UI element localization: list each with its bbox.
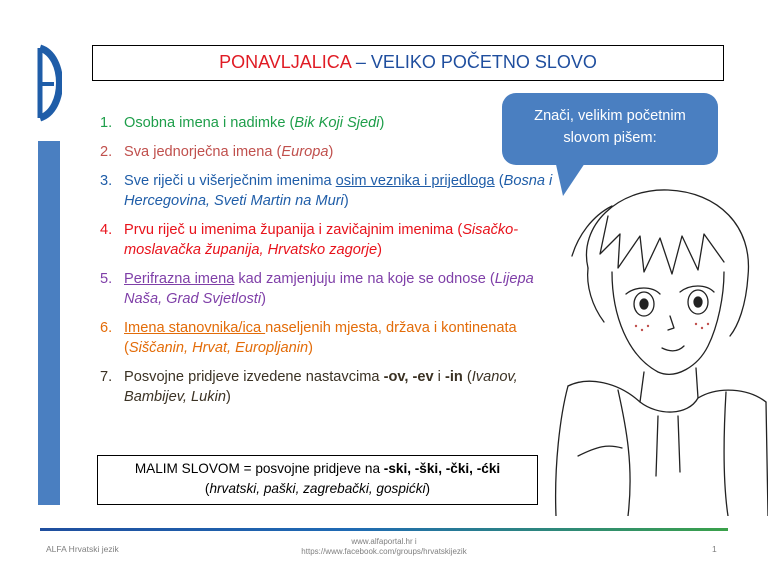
rule-item xyxy=(100,269,560,309)
rule-text: Sva jednorječna imena (Europa) xyxy=(124,144,334,160)
rule-text: Prvu riječ u imenima županija i zavičajnim imenima (Sisačko-moslavačka županija, Hrvatsko zagorje) xyxy=(124,222,519,258)
rule-item xyxy=(100,113,560,133)
page-number: 1 xyxy=(712,544,717,554)
rule-number: 1. xyxy=(100,115,113,131)
rule-item xyxy=(100,142,560,162)
side-accent-bar xyxy=(38,141,60,505)
rule-number: 7. xyxy=(100,369,113,385)
character-illustration xyxy=(548,176,768,516)
title-part-2: – VELIKO POČETNO SLOVO xyxy=(350,52,597,72)
rule-number: 5. xyxy=(100,271,113,287)
title-part-1: PONAVLJALICA xyxy=(219,52,351,72)
rule-text: Sve riječi u višerječnim imenima osim veznika i prijedloga (Bosna i Hercegovina, Sveti Martin na Muri) xyxy=(124,173,553,209)
rule-number: 2. xyxy=(100,144,113,160)
footer-brand: ALFA Hrvatski jezik xyxy=(46,544,119,554)
rule-number: 4. xyxy=(100,222,113,238)
rule-text: Posvojne pridjeve izvedene nastavcima -ov, -ev i -in (Ivanov, Bambijev, Lukin) xyxy=(124,369,518,405)
footer-divider xyxy=(40,528,728,531)
lowercase-note-box xyxy=(97,455,538,505)
rule-number: 3. xyxy=(100,173,113,189)
rule-item xyxy=(100,171,560,211)
bubble-line-1: Znači, velikim početnim xyxy=(534,108,686,124)
footer-link-1[interactable]: www.alfaportal.hr i xyxy=(351,537,417,546)
note-line-2: (hrvatski, paški, zagrebački, gospićki) xyxy=(204,481,431,496)
alfa-logo xyxy=(36,44,62,122)
rule-text: Osobna imena i nadimke (Bik Koji Sjedi) xyxy=(124,115,385,131)
rule-item xyxy=(100,367,560,407)
rule-item xyxy=(100,318,560,358)
rule-number: 6. xyxy=(100,320,113,336)
bubble-line-2: slovom pišem: xyxy=(563,130,657,146)
rule-item xyxy=(100,220,560,260)
rule-text: Imena stanovnika/ica naseljenih mjesta, država i kontinenata (Siščanin, Hrvat, Europljanin) xyxy=(124,320,517,356)
rule-text: Perifrazna imena kad zamjenjuju ime na koje se odnose (Lijepa Naša, Grad Svjetlosti) xyxy=(124,271,534,307)
footer-link-2[interactable]: https://www.facebook.com/groups/hrvatskijezik xyxy=(301,547,467,556)
page-title xyxy=(92,45,724,81)
rules-list xyxy=(100,113,560,416)
note-line-1: MALIM SLOVOM = posvojne pridjeve na -ski, -ški, -čki, -ćki xyxy=(134,461,501,476)
footer-links xyxy=(234,537,534,557)
speech-bubble xyxy=(502,93,718,165)
